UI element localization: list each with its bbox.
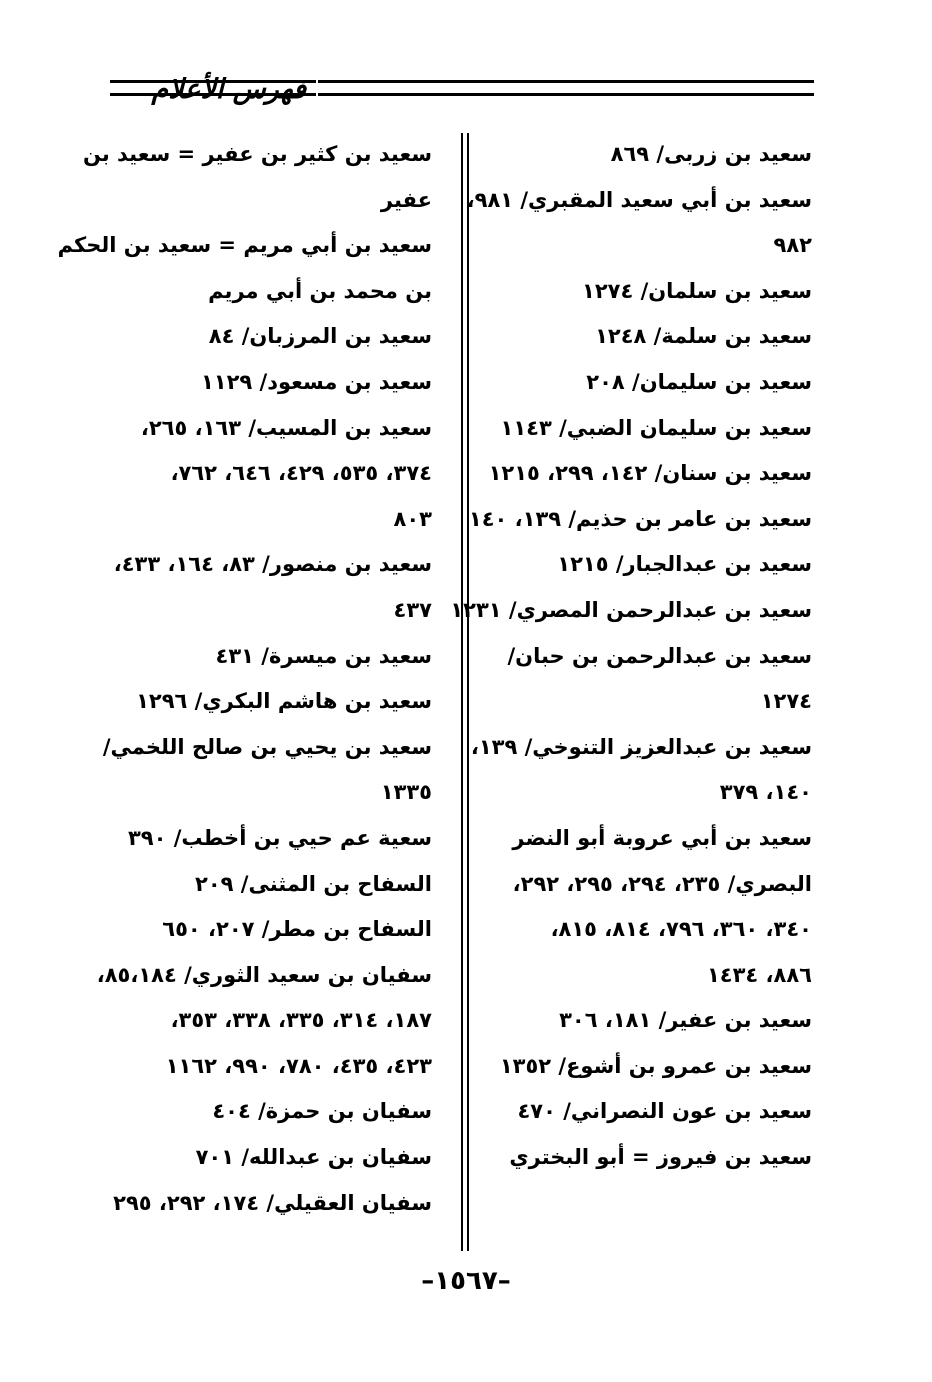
index-entry-line: سعيد بن عبدالعزيز التنوخي/ ١٣٩، (470, 734, 812, 759)
index-entry-line: سعيد بن كثير بن عفير = سعيد بن (82, 142, 432, 166)
index-entry-line: بن محمد بن أبي مريم (208, 278, 432, 303)
index-entry-line: سعيد بن أبي مريم = سعيد بن الحكم (57, 233, 432, 258)
index-column-left (57, 132, 432, 1226)
index-entry-line: سعيد بن سنان/ ١٤٢، ٢٩٩، ١٢١٥ (488, 461, 812, 486)
index-entry-line: سعيد بن عبدالرحمن المصري/ ١٢٣١ (450, 597, 812, 622)
index-entry-line: ١٤٠، ٣٧٩ (719, 780, 812, 805)
page-number: –١٥٦٧– (421, 1266, 511, 1296)
index-entry-line: ٤٢٣، ٤٣٥، ٧٨٠، ٩٩٠، ١١٦٢ (165, 1053, 432, 1078)
index-entry-line: عفير (380, 187, 432, 212)
index-entry-line: سعيد بن أبي عروبة أبو النضر (512, 825, 812, 850)
header-rule-left (110, 80, 316, 96)
header-rule (318, 80, 814, 96)
index-entry-line: ٨٠٣ (393, 506, 432, 531)
index-entry-line: سعيد بن عون النصراني/ ٤٧٠ (517, 1099, 812, 1124)
index-entry-line: ١٨٧، ٣١٤، ٣٣٥، ٣٣٨، ٣٥٣، (170, 1008, 432, 1033)
index-entry-line: ١٣٣٥ (380, 780, 432, 805)
index-entry-line: سعيد بن يحيي بن صالح اللخمي/ (102, 734, 432, 759)
index-entry-line: ٣٧٤، ٥٣٥، ٤٢٩، ٦٤٦، ٧٦٢، (170, 461, 432, 486)
index-entry-line: سعيد بن أبي سعيد المقبري/ ٩٨١، (466, 187, 812, 212)
index-entry-line: سفيان العقيلي/ ١٧٤، ٢٩٢، ٢٩٥ (113, 1190, 432, 1215)
index-entry-line: سعيد بن المسيب/ ١٦٣، ٢٦٥، (140, 415, 432, 440)
index-entry-line: سعيد بن فيروز = أبو البختري (509, 1145, 812, 1170)
index-entry-line: البصري/ ٢٣٥، ٢٩٤، ٢٩٥، ٢٩٢، (512, 871, 812, 896)
index-entry-line: السفاح بن مطر/ ٢٠٧، ٦٥٠ (162, 917, 432, 942)
index-entry-line: ٤٣٧ (393, 597, 432, 622)
index-entry-line: سعيد بن عامر بن حذيم/ ١٣٩، ١٤٠ (468, 506, 812, 531)
index-entry-line: سعيد بن ميسرة/ ٤٣١ (215, 643, 432, 668)
index-entry-line: سعيد بن سليمان الضبي/ ١١٤٣ (500, 415, 812, 440)
index-entry-line: سفيان بن سعيد الثوري/ ٨٥،١٨٤، (96, 962, 432, 987)
index-entry-line: سفيان بن حمزة/ ٤٠٤ (212, 1099, 432, 1124)
index-entry-line: سفيان بن عبدالله/ ٧٠١ (195, 1145, 432, 1170)
index-entry-line: سعيد بن منصور/ ٨٣، ١٦٤، ٤٣٣، (113, 552, 432, 577)
index-entry-line: سعية عم حيي بن أخطب/ ٣٩٠ (127, 825, 432, 850)
index-entry-line: سعيد بن زربى/ ٨٦٩ (610, 142, 812, 166)
index-entry-line: سعيد بن عمرو بن أشوع/ ١٣٥٢ (499, 1053, 812, 1078)
index-entry-line: السفاح بن المثنى/ ٢٠٩ (195, 871, 432, 896)
index-entry-line: سعيد بن هاشم البكري/ ١٢٩٦ (136, 689, 432, 714)
index-entry-line: ٩٨٢ (773, 233, 812, 258)
index-entry-line: سعيد بن المرزبان/ ٨٤ (208, 324, 432, 349)
index-entry-line: سعيد بن سليمان/ ٢٠٨ (586, 369, 812, 394)
index-entry-line: ٨٨٦، ١٤٣٤ (706, 962, 812, 987)
index-entry-line: ٣٤٠، ٣٦٠، ٧٩٦، ٨١٤، ٨١٥، (550, 917, 812, 942)
page-header-title: فهرس الأعلام (151, 74, 306, 105)
index-entry-line: سعيد بن سلمان/ ١٢٧٤ (582, 278, 812, 303)
index-entry-line: سعيد بن عبدالجبار/ ١٢١٥ (557, 552, 812, 577)
index-entry-line: سعيد بن سلمة/ ١٢٤٨ (595, 324, 812, 349)
index-entry-line: سعيد بن عفير/ ١٨١، ٣٠٦ (559, 1008, 812, 1033)
column-divider (461, 133, 469, 1251)
index-entry-line: سعيد بن مسعود/ ١١٢٩ (200, 369, 432, 394)
index-entry-line: ١٢٧٤ (760, 689, 812, 714)
index-entry-line: سعيد بن عبدالرحمن بن حبان/ (507, 643, 812, 668)
index-column-right (450, 132, 812, 1181)
